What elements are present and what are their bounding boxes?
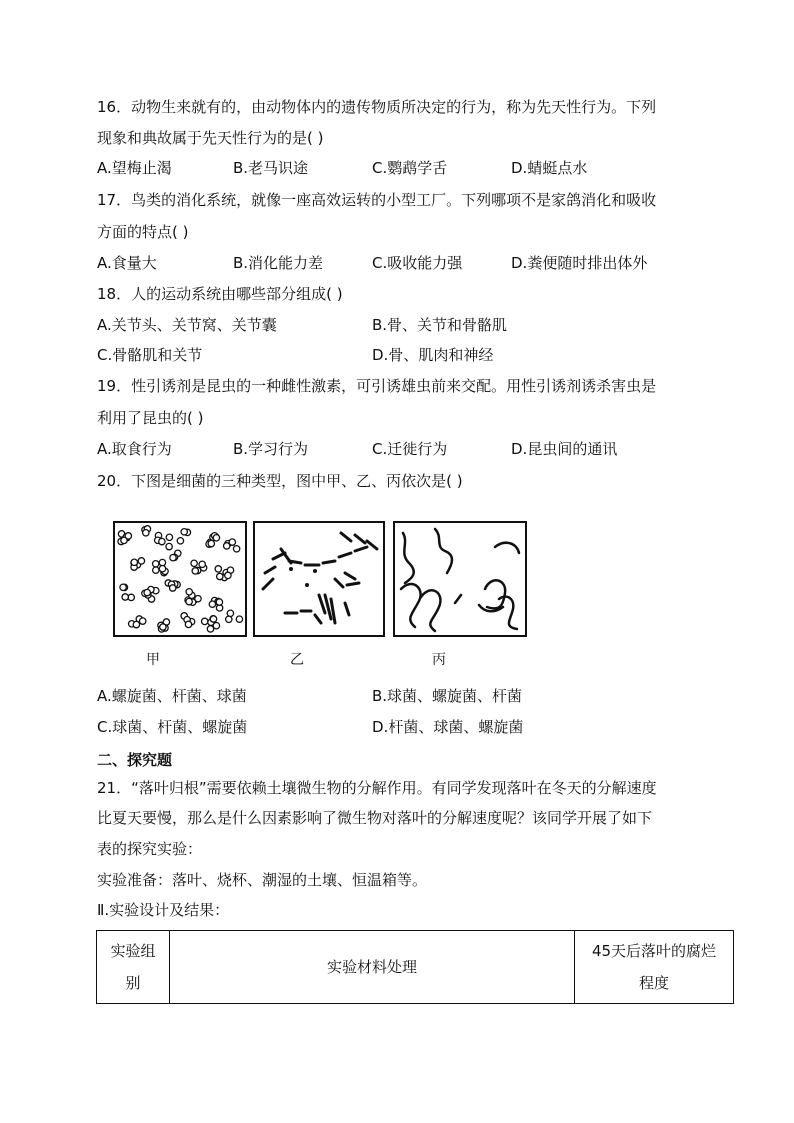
figure-panel-bing — [393, 521, 527, 637]
coccus-cell — [122, 594, 128, 600]
q19-option-c: C.迁徙行为 — [372, 440, 448, 458]
coccus-cell — [159, 538, 165, 544]
spirilla-illustration — [395, 523, 525, 635]
bacilli-illustration — [255, 523, 383, 635]
coccus-cell — [216, 599, 222, 605]
figure-panel-jia — [113, 521, 247, 637]
coccus-cell — [215, 566, 221, 572]
section-heading: 二、探究题 — [97, 751, 173, 769]
coccus-cell — [120, 584, 126, 590]
q21-text-line3: 表的探究实验： — [97, 840, 203, 858]
coccus-cell — [133, 621, 139, 627]
coccus-cell — [144, 589, 150, 595]
q16-option-d: D.蜻蜓点水 — [511, 159, 588, 177]
coccus-cell — [159, 566, 165, 572]
figure-label-bing: 丙 — [432, 652, 446, 668]
coccus-cell — [138, 558, 144, 564]
coccus-cell — [217, 573, 223, 579]
q20-option-a: A.螺旋菌、杆菌、球菌 — [97, 687, 247, 705]
q16-text-line1: 16．动物生来就有的，由动物体内的遗传物质所决定的行为，称为先天性行为。下列 — [97, 98, 657, 116]
coccus-cell — [160, 624, 166, 630]
coccus-cell — [140, 618, 146, 624]
q16-option-c: C.鹦鹉学舌 — [372, 159, 448, 177]
coccus-cell — [195, 596, 201, 602]
q20-option-c: C.球菌、杆菌、螺旋菌 — [97, 718, 248, 736]
coccus-cell — [227, 610, 233, 616]
q20-option-d: D.杆菌、球菌、螺旋菌 — [372, 718, 524, 736]
coccus-cell — [208, 540, 214, 546]
q18-option-a: A.关节头、关节窝、关节囊 — [97, 316, 277, 334]
coccus-cell — [225, 572, 231, 578]
coccus-cell — [236, 616, 242, 622]
q21-preparation: 实验准备：落叶、烧杯、潮湿的土壤、恒温箱等。 — [97, 871, 428, 889]
coccus-cell — [199, 561, 205, 567]
coccus-cell — [153, 561, 159, 567]
q19-option-a: A.取食行为 — [97, 440, 172, 458]
coccus-cell — [210, 616, 216, 622]
q19-option-d: D.昆虫间的通讯 — [511, 440, 618, 458]
q19-text-line1: 19．性引诱剂是昆虫的一种雌性激素，可引诱雄虫前来交配。用性引诱剂诱杀害虫是 — [97, 377, 657, 395]
q19-text-line2: 利用了昆虫的( ) — [97, 409, 204, 427]
q18-text: 18．人的运动系统由哪些部分组成( ) — [97, 285, 343, 303]
coccus-cell — [192, 568, 198, 574]
coccus-cell — [186, 589, 192, 595]
table-header-row — [97, 931, 734, 1004]
q21-design-label: Ⅱ.实验设计及结果： — [97, 901, 230, 919]
coccus-cell — [185, 621, 191, 627]
coccus-cell — [166, 534, 172, 540]
header-decay: 45天后落叶的腐烂程度 — [575, 931, 734, 1004]
q16-option-b: B.老马识途 — [233, 159, 309, 177]
coccus-cell — [177, 538, 183, 544]
q17-text-line1: 17．鸟类的消化系统，就像一座高效运转的小型工厂。下列哪项不是家鸽消化和吸收 — [97, 191, 657, 209]
coccus-cell — [159, 559, 165, 565]
coccus-cell — [131, 559, 137, 565]
figure-label-yi: 乙 — [290, 652, 304, 668]
coccus-cell — [186, 598, 192, 604]
q16-option-a: A.望梅止渴 — [97, 159, 172, 177]
q21-text-line2: 比夏天要慢，那么是什么因素影响了微生物对落叶的分解速度呢？该同学开展了如下 — [97, 809, 653, 827]
q20-option-b: B.球菌、螺旋菌、杆菌 — [372, 687, 523, 705]
q16-text-line2: 现象和典故属于先天性行为的是( ) — [97, 129, 324, 147]
coccus-cell — [224, 543, 230, 549]
coccus-cell — [213, 535, 219, 541]
cocci-illustration — [115, 523, 245, 635]
q17-text-line2: 方面的特点( ) — [97, 223, 189, 241]
experiment-table — [96, 930, 734, 1004]
q17-option-c: C.吸收能力强 — [372, 254, 463, 272]
coccus-cell — [121, 537, 127, 543]
figure-panel-yi — [253, 521, 385, 637]
coccus-cell — [143, 530, 149, 536]
coccus-cell — [207, 626, 213, 632]
header-treatment: 实验材料处理 — [170, 931, 575, 1004]
coccus-cell — [233, 546, 239, 552]
coccus-cell — [153, 567, 159, 573]
q17-option-b: B.消化能力差 — [233, 254, 324, 272]
coccus-cell — [166, 543, 172, 549]
q18-option-c: C.骨骼肌和关节 — [97, 346, 203, 364]
q19-option-b: B.学习行为 — [233, 440, 309, 458]
q17-option-a: A.食量大 — [97, 254, 157, 272]
coccus-cell — [181, 529, 187, 535]
figure-label-jia: 甲 — [146, 652, 160, 668]
q20-text: 20．下图是细菌的三种类型，图中甲、乙、丙依次是( ) — [97, 472, 463, 490]
coccus-cell — [202, 618, 208, 624]
q18-option-d: D.骨、肌肉和神经 — [372, 346, 494, 364]
q21-text-line1: 21．“落叶归根”需要依赖土壤微生物的分解作用。有同学发现落叶在冬天的分解速度 — [97, 779, 657, 797]
coccus-cell — [170, 555, 176, 561]
coccus-cell — [170, 585, 176, 591]
coccus-cell — [191, 560, 197, 566]
header-group: 实验组别 — [97, 931, 170, 1004]
q17-option-d: D.粪便随时排出体外 — [511, 254, 648, 272]
q18-option-b: B.骨、关节和骨骼肌 — [372, 316, 508, 334]
